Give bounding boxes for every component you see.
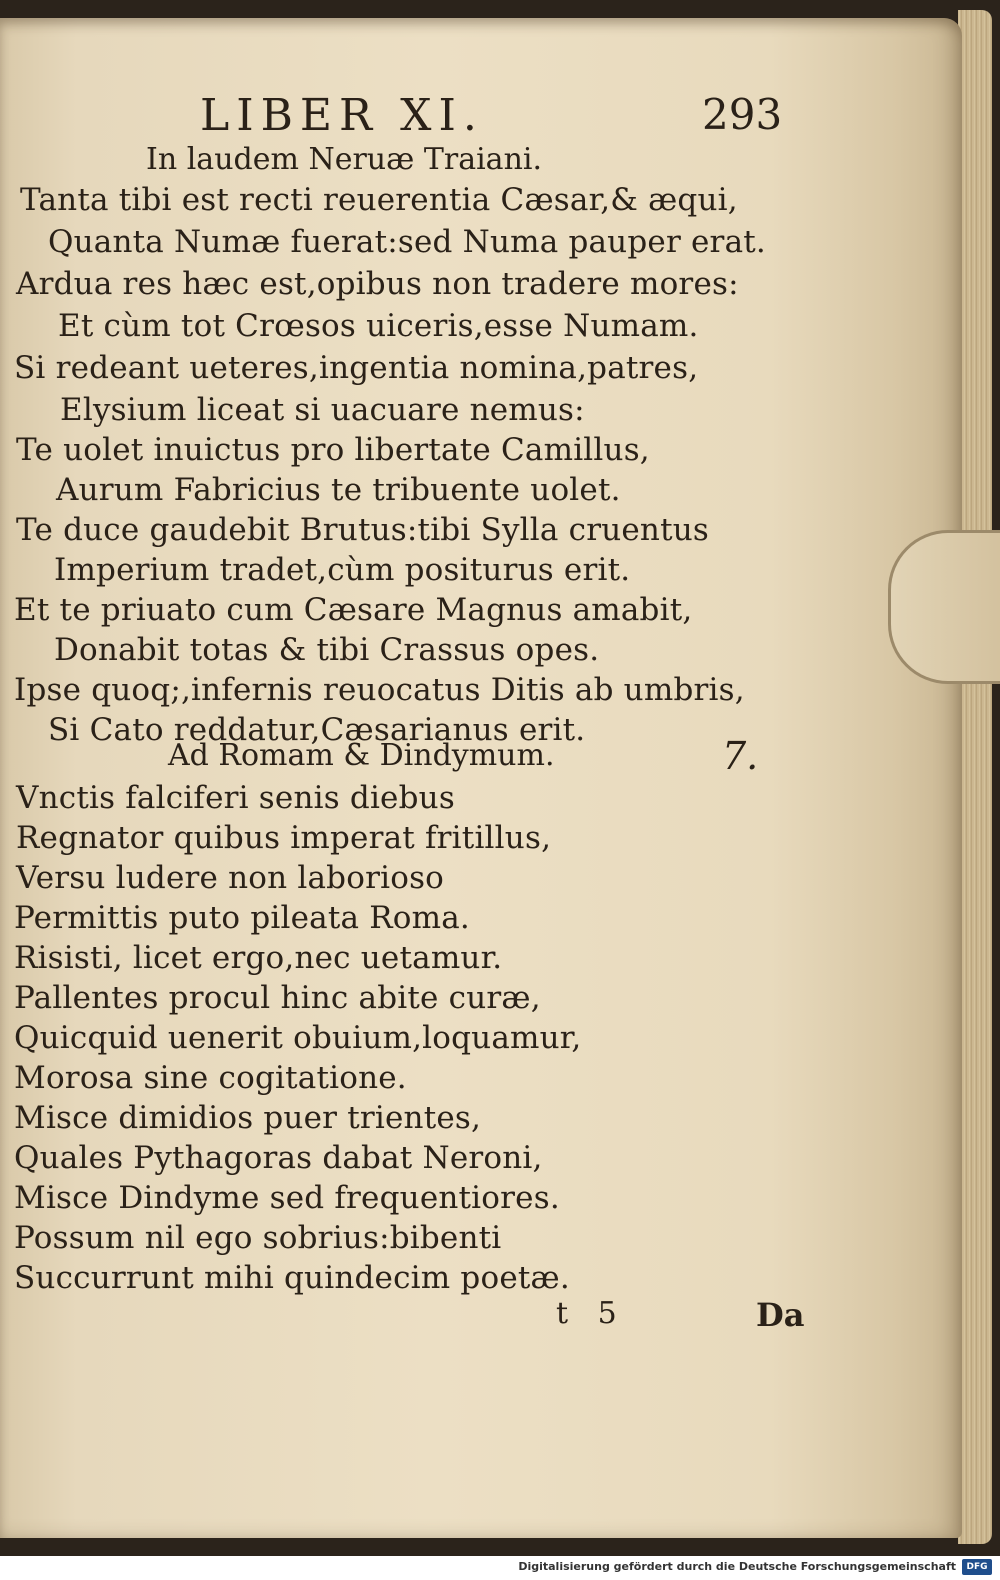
verse-line: Si redeant ueteres,ingentia nomina,patres,	[14, 350, 699, 386]
verse-line: Et te priuato cum Cæsare Magnus amabit,	[14, 592, 693, 628]
verse-line: Et cùm tot Crœsos uiceris,esse Numam.	[58, 308, 699, 344]
footer-bar	[0, 1556, 1000, 1580]
verse-line: Quales Pythagoras dabat Neroni,	[14, 1140, 543, 1176]
book-page	[0, 18, 962, 1538]
verse-line: Te uolet inuictus pro libertate Camillus,	[16, 432, 650, 468]
page-tab-marker	[888, 530, 1000, 684]
funding-credit: Digitalisierung gefördert durch die Deutsche Forschungsgemeinschaft	[518, 1560, 956, 1573]
signature-mark: t 5	[556, 1296, 627, 1331]
verse-line: Morosa sine cogitatione.	[14, 1060, 407, 1096]
margin-number: 7.	[722, 734, 759, 778]
dfg-logo: DFG	[962, 1559, 992, 1575]
verse-line: Permittis puto pileata Roma.	[14, 900, 470, 936]
verse-line: Donabit totas & tibi Crassus opes.	[54, 632, 600, 668]
verse-line: Elysium liceat si uacuare nemus:	[60, 392, 585, 428]
verse-line: Regnator quibus imperat fritillus,	[16, 820, 552, 856]
verse-line: Tanta tibi est recti reuerentia Cæsar,& æqui,	[20, 182, 738, 218]
page-number: 293	[702, 90, 783, 139]
verse-line: Pallentes procul hinc abite curæ,	[14, 980, 541, 1016]
verse-line: Aurum Fabricius te tribuente uolet.	[56, 472, 621, 508]
page-header	[0, 90, 962, 150]
poem-two-title: Ad Romam & Dindymum.	[168, 738, 555, 773]
verse-line: Ipse quoq;,infernis reuocatus Ditis ab umbris,	[14, 672, 745, 708]
verse-line: Misce Dindyme sed frequentiores.	[14, 1180, 560, 1216]
running-head: LIBER XI.	[200, 90, 484, 141]
verse-line: Si Cato reddatur,Cæsarianus erit.	[48, 712, 586, 748]
verse-line: Quicquid uenerit obuium,loquamur,	[14, 1020, 582, 1056]
verse-line: Misce dimidios puer trientes,	[14, 1100, 482, 1136]
verse-line: Imperium tradet,cùm positurus erit.	[54, 552, 631, 588]
catchword: Da	[756, 1296, 805, 1334]
poem-one-title: In laudem Neruæ Traiani.	[146, 142, 543, 177]
catchline	[0, 1296, 962, 1346]
verse-line: Versu ludere non laborioso	[16, 860, 445, 896]
verse-line: Te duce gaudebit Brutus:tibi Sylla cruentus	[16, 512, 710, 548]
verse-line: Vnctis falciferi senis diebus	[16, 780, 455, 816]
verse-line: Possum nil ego sobrius:bibenti	[14, 1220, 502, 1256]
page-edges	[958, 10, 992, 1544]
verse-line: Succurrunt mihi quindecim poetæ.	[14, 1260, 570, 1296]
verse-line: Ardua res hæc est,opibus non tradere mores:	[16, 266, 739, 302]
verse-line: Quanta Numæ fuerat:sed Numa pauper erat.	[48, 224, 766, 260]
verse-line: Risisti, licet ergo,nec uetamur.	[14, 940, 503, 976]
